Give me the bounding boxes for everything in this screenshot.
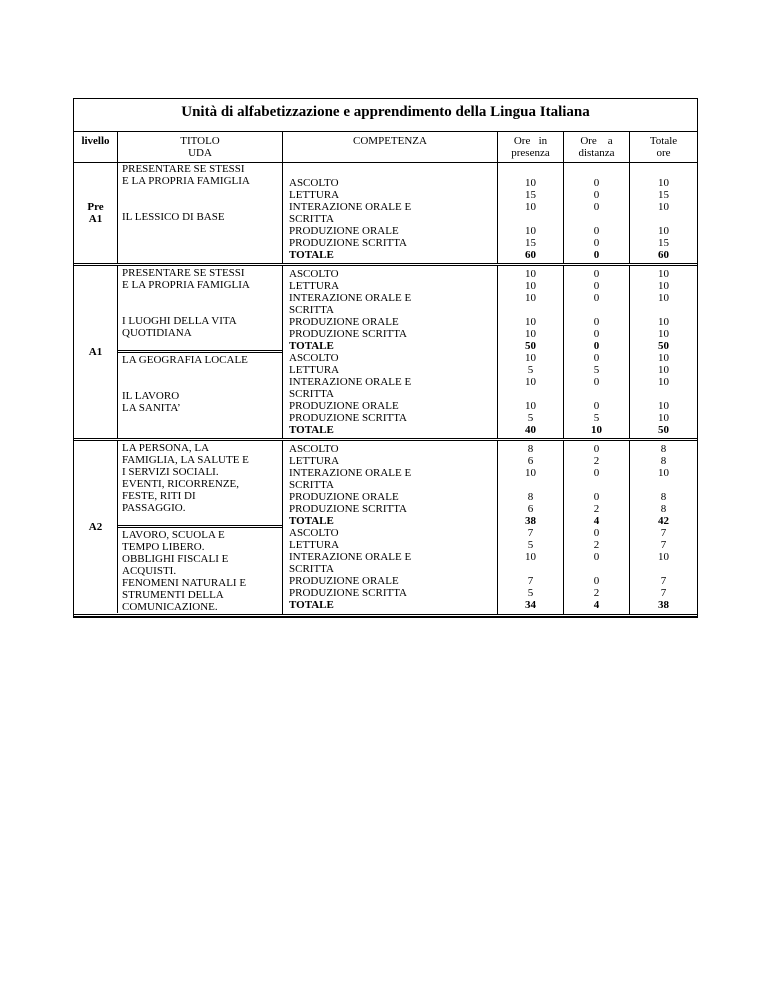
ore-distanza-value: 0 bbox=[593, 467, 600, 479]
competenza-item: PRODUZIONE ORALE bbox=[289, 400, 399, 412]
ore-presenza-value: 7 bbox=[527, 527, 534, 539]
ore-presenza-value: 10 bbox=[525, 551, 536, 563]
ore-presenza-col bbox=[498, 266, 564, 438]
ore-presenza-value: 60 bbox=[525, 249, 536, 261]
header-distanza-line1: Ore a bbox=[580, 135, 613, 147]
totale-ore-value: 8 bbox=[660, 503, 667, 515]
ore-presenza-value: 50 bbox=[525, 340, 536, 352]
header-ore-distanza bbox=[564, 132, 630, 162]
totale-ore-value: 50 bbox=[658, 424, 669, 436]
ore-distanza-value: 0 bbox=[593, 189, 600, 201]
totale-ore-value: 7 bbox=[660, 575, 667, 587]
totale-ore-col bbox=[630, 163, 697, 263]
ore-presenza-value: 8 bbox=[527, 491, 534, 503]
totale-ore-value: 8 bbox=[660, 455, 667, 467]
competenza-item: TOTALE bbox=[289, 249, 334, 261]
ore-distanza-value: 0 bbox=[593, 328, 600, 340]
competenza-item: LETTURA bbox=[289, 189, 340, 201]
ore-distanza-value: 0 bbox=[593, 443, 600, 455]
uda-title: LAVORO, SCUOLA E TEMPO LIBERO. OBBLIGHI FISCALI E ACQUISTI. FENOMENI NATURALI E STRUMENTI DELLA COMUNICAZIONE. bbox=[118, 525, 282, 614]
competenza-item: PRODUZIONE ORALE bbox=[289, 575, 399, 587]
table-header bbox=[74, 132, 697, 163]
ore-presenza-value: 5 bbox=[527, 412, 534, 424]
totale-ore-value: 10 bbox=[658, 316, 669, 328]
uda-titles bbox=[118, 163, 283, 263]
ore-presenza-value: 10 bbox=[525, 225, 536, 237]
header-presenza-line2: presenza bbox=[511, 147, 550, 159]
uda-title: PRESENTARE SE STESSI E LA PROPRIA FAMIGLIA IL LESSICO DI BASE bbox=[122, 163, 250, 223]
competenza-item: INTERAZIONE ORALE E bbox=[289, 292, 412, 304]
header-presenza-line1: Ore in bbox=[513, 135, 548, 147]
ore-distanza-value: 5 bbox=[593, 364, 600, 376]
competenza-item: ASCOLTO bbox=[289, 268, 339, 280]
totale-ore-value: 15 bbox=[658, 237, 669, 249]
competenza-item: SCRITTA bbox=[289, 479, 334, 491]
totale-ore-value: 50 bbox=[658, 340, 669, 352]
header-competenza: COMPETENZA bbox=[283, 132, 498, 162]
ore-presenza-value bbox=[498, 479, 563, 491]
ore-distanza-value: 0 bbox=[593, 280, 600, 292]
section-1 bbox=[74, 266, 697, 441]
table-body bbox=[74, 163, 697, 617]
competenza-item: INTERAZIONE ORALE E bbox=[289, 201, 412, 213]
competenza-item: TOTALE bbox=[289, 599, 334, 611]
competenza-item: SCRITTA bbox=[289, 388, 334, 400]
ore-presenza-col bbox=[498, 441, 564, 614]
totale-ore-value bbox=[630, 479, 697, 491]
ore-presenza-value: 5 bbox=[527, 587, 534, 599]
totale-ore-value: 38 bbox=[658, 599, 669, 611]
totale-ore-value bbox=[630, 304, 697, 316]
totale-ore-value: 10 bbox=[658, 364, 669, 376]
ore-distanza-value: 10 bbox=[591, 424, 602, 436]
ore-distanza-value: 0 bbox=[593, 491, 600, 503]
totale-ore-value: 8 bbox=[660, 443, 667, 455]
ore-distanza-value: 0 bbox=[593, 400, 600, 412]
ore-presenza-value: 6 bbox=[527, 503, 534, 515]
totale-ore-value: 10 bbox=[658, 328, 669, 340]
uda-titles bbox=[118, 266, 283, 438]
ore-presenza-value: 15 bbox=[525, 189, 536, 201]
totale-ore-value: 10 bbox=[658, 177, 669, 189]
uda-title: PRESENTARE SE STESSI E LA PROPRIA FAMIGLIA I LUOGHI DELLA VITA QUOTIDIANA bbox=[122, 267, 250, 339]
ore-distanza-col bbox=[564, 163, 630, 263]
ore-distanza-value: 0 bbox=[593, 352, 600, 364]
totale-ore-value: 10 bbox=[658, 400, 669, 412]
ore-presenza-value: 10 bbox=[525, 467, 536, 479]
header-titolo-line2: UDA bbox=[188, 147, 212, 159]
totale-ore-col bbox=[630, 441, 697, 614]
competenza-item bbox=[283, 165, 497, 177]
ore-presenza-value bbox=[498, 563, 563, 575]
ore-distanza-value: 0 bbox=[593, 268, 600, 280]
uda-table bbox=[73, 98, 698, 618]
ore-distanza-value: 0 bbox=[593, 551, 600, 563]
competenza-item: LETTURA bbox=[289, 364, 340, 376]
ore-distanza-value: 4 bbox=[593, 599, 600, 611]
level-label: A1 bbox=[74, 266, 118, 438]
competenza-item: TOTALE bbox=[289, 515, 334, 527]
totale-ore-value: 7 bbox=[660, 527, 667, 539]
ore-presenza-value: 10 bbox=[525, 268, 536, 280]
header-livello: livello bbox=[74, 132, 118, 162]
competenza-item: ASCOLTO bbox=[289, 352, 339, 364]
competenza-item: SCRITTA bbox=[289, 304, 334, 316]
competenza-item: PRODUZIONE SCRITTA bbox=[289, 587, 407, 599]
totale-ore-value: 10 bbox=[658, 467, 669, 479]
ore-distanza-value bbox=[564, 479, 629, 491]
section-0 bbox=[74, 163, 697, 266]
competenza-item: SCRITTA bbox=[289, 563, 334, 575]
competenza-item: LETTURA bbox=[289, 539, 340, 551]
section-2 bbox=[74, 441, 697, 617]
totale-ore-value: 10 bbox=[658, 376, 669, 388]
ore-distanza-value: 0 bbox=[593, 575, 600, 587]
totale-ore-value: 60 bbox=[658, 249, 669, 261]
header-distanza-line2: distanza bbox=[578, 147, 615, 159]
header-titolo bbox=[118, 132, 283, 162]
ore-presenza-value: 10 bbox=[525, 328, 536, 340]
totale-ore-col bbox=[630, 266, 697, 438]
ore-distanza-value bbox=[564, 213, 629, 225]
ore-distanza-value: 0 bbox=[593, 225, 600, 237]
ore-distanza-value: 0 bbox=[593, 249, 600, 261]
uda-title: LA GEOGRAFIA LOCALE IL LAVORO LA SANITA’ bbox=[118, 350, 282, 415]
totale-ore-value bbox=[630, 213, 697, 225]
uda-titles bbox=[118, 441, 283, 614]
ore-presenza-value: 10 bbox=[525, 352, 536, 364]
ore-presenza-value: 5 bbox=[527, 364, 534, 376]
competenza-item: LETTURA bbox=[289, 280, 340, 292]
ore-distanza-col bbox=[564, 266, 630, 438]
competenze-col bbox=[283, 163, 498, 263]
uda-title: LA PERSONA, LA FAMIGLIA, LA SALUTE E I SERVIZI SOCIALI. EVENTI, RICORRENZE, FESTE, RITI DI PASSAGGIO. bbox=[122, 442, 249, 514]
ore-distanza-value: 0 bbox=[593, 527, 600, 539]
totale-ore-value: 10 bbox=[658, 225, 669, 237]
totale-ore-value: 8 bbox=[660, 491, 667, 503]
ore-distanza-value: 0 bbox=[593, 177, 600, 189]
ore-distanza-value: 0 bbox=[593, 292, 600, 304]
ore-presenza-value bbox=[498, 213, 563, 225]
ore-presenza-value: 5 bbox=[527, 539, 534, 551]
competenza-item: PRODUZIONE SCRITTA bbox=[289, 328, 407, 340]
ore-distanza-value: 0 bbox=[593, 237, 600, 249]
competenza-item: INTERAZIONE ORALE E bbox=[289, 376, 412, 388]
totale-ore-value: 7 bbox=[660, 587, 667, 599]
ore-presenza-value bbox=[498, 388, 563, 400]
competenza-item: PRODUZIONE ORALE bbox=[289, 491, 399, 503]
ore-presenza-value: 7 bbox=[527, 575, 534, 587]
ore-presenza-value: 10 bbox=[525, 376, 536, 388]
ore-presenza-value: 10 bbox=[525, 177, 536, 189]
ore-presenza-value: 10 bbox=[525, 400, 536, 412]
ore-presenza-value: 8 bbox=[527, 443, 534, 455]
competenze-col bbox=[283, 266, 498, 438]
competenza-item: INTERAZIONE ORALE E bbox=[289, 467, 412, 479]
ore-distanza-col bbox=[564, 441, 630, 614]
totale-ore-value: 10 bbox=[658, 280, 669, 292]
totale-ore-value: 10 bbox=[658, 551, 669, 563]
totale-ore-value: 10 bbox=[658, 292, 669, 304]
totale-ore-value: 10 bbox=[658, 352, 669, 364]
totale-ore-value: 15 bbox=[658, 189, 669, 201]
ore-presenza-value: 10 bbox=[525, 316, 536, 328]
ore-distanza-value: 4 bbox=[593, 515, 600, 527]
ore-distanza-value: 0 bbox=[593, 340, 600, 352]
ore-presenza-value: 15 bbox=[525, 237, 536, 249]
header-ore-presenza bbox=[498, 132, 564, 162]
competenza-item: ASCOLTO bbox=[289, 527, 339, 539]
header-totale-ore bbox=[630, 132, 697, 162]
ore-distanza-value: 2 bbox=[593, 587, 600, 599]
competenza-item: PRODUZIONE SCRITTA bbox=[289, 412, 407, 424]
totale-ore-value bbox=[630, 563, 697, 575]
competenza-item: PRODUZIONE SCRITTA bbox=[289, 237, 407, 249]
competenza-item: PRODUZIONE ORALE bbox=[289, 225, 399, 237]
competenza-item: INTERAZIONE ORALE E bbox=[289, 551, 412, 563]
competenza-item: SCRITTA bbox=[289, 213, 334, 225]
competenza-item: LETTURA bbox=[289, 455, 340, 467]
ore-distanza-value: 2 bbox=[593, 503, 600, 515]
competenze-col bbox=[283, 441, 498, 614]
totale-ore-value: 10 bbox=[658, 201, 669, 213]
ore-distanza-value: 2 bbox=[593, 455, 600, 467]
table-title: Unità di alfabetizzazione e apprendimento della Lingua Italiana bbox=[74, 99, 697, 132]
ore-distanza-value bbox=[564, 304, 629, 316]
ore-distanza-value bbox=[564, 388, 629, 400]
ore-presenza-value: 10 bbox=[525, 201, 536, 213]
ore-distanza-value: 5 bbox=[593, 412, 600, 424]
ore-distanza-value: 2 bbox=[593, 539, 600, 551]
competenza-item: TOTALE bbox=[289, 424, 334, 436]
ore-distanza-value bbox=[564, 563, 629, 575]
ore-presenza-value: 38 bbox=[525, 515, 536, 527]
level-label: A2 bbox=[74, 441, 118, 613]
header-totale-line2: ore bbox=[656, 147, 671, 159]
ore-presenza-value: 40 bbox=[525, 424, 536, 436]
ore-distanza-value: 0 bbox=[593, 201, 600, 213]
ore-presenza-value bbox=[498, 304, 563, 316]
competenza-item: ASCOLTO bbox=[289, 443, 339, 455]
totale-ore-value: 42 bbox=[658, 515, 669, 527]
ore-presenza-value: 10 bbox=[525, 292, 536, 304]
ore-distanza-value: 0 bbox=[593, 316, 600, 328]
ore-distanza-value: 0 bbox=[593, 376, 600, 388]
header-totale-line1: Totale bbox=[649, 135, 678, 147]
level-label: Pre A1 bbox=[74, 163, 118, 263]
totale-ore-value bbox=[630, 388, 697, 400]
ore-presenza-value: 34 bbox=[525, 599, 536, 611]
competenza-item: ASCOLTO bbox=[289, 177, 339, 189]
competenza-item: PRODUZIONE ORALE bbox=[289, 316, 399, 328]
ore-presenza-col bbox=[498, 163, 564, 263]
totale-ore-value: 7 bbox=[660, 539, 667, 551]
totale-ore-value: 10 bbox=[658, 268, 669, 280]
totale-ore-value: 10 bbox=[658, 412, 669, 424]
ore-presenza-value: 10 bbox=[525, 280, 536, 292]
competenza-item: PRODUZIONE SCRITTA bbox=[289, 503, 407, 515]
header-titolo-line1: TITOLO bbox=[180, 135, 220, 147]
ore-presenza-value: 6 bbox=[527, 455, 534, 467]
competenza-item: TOTALE bbox=[289, 340, 334, 352]
